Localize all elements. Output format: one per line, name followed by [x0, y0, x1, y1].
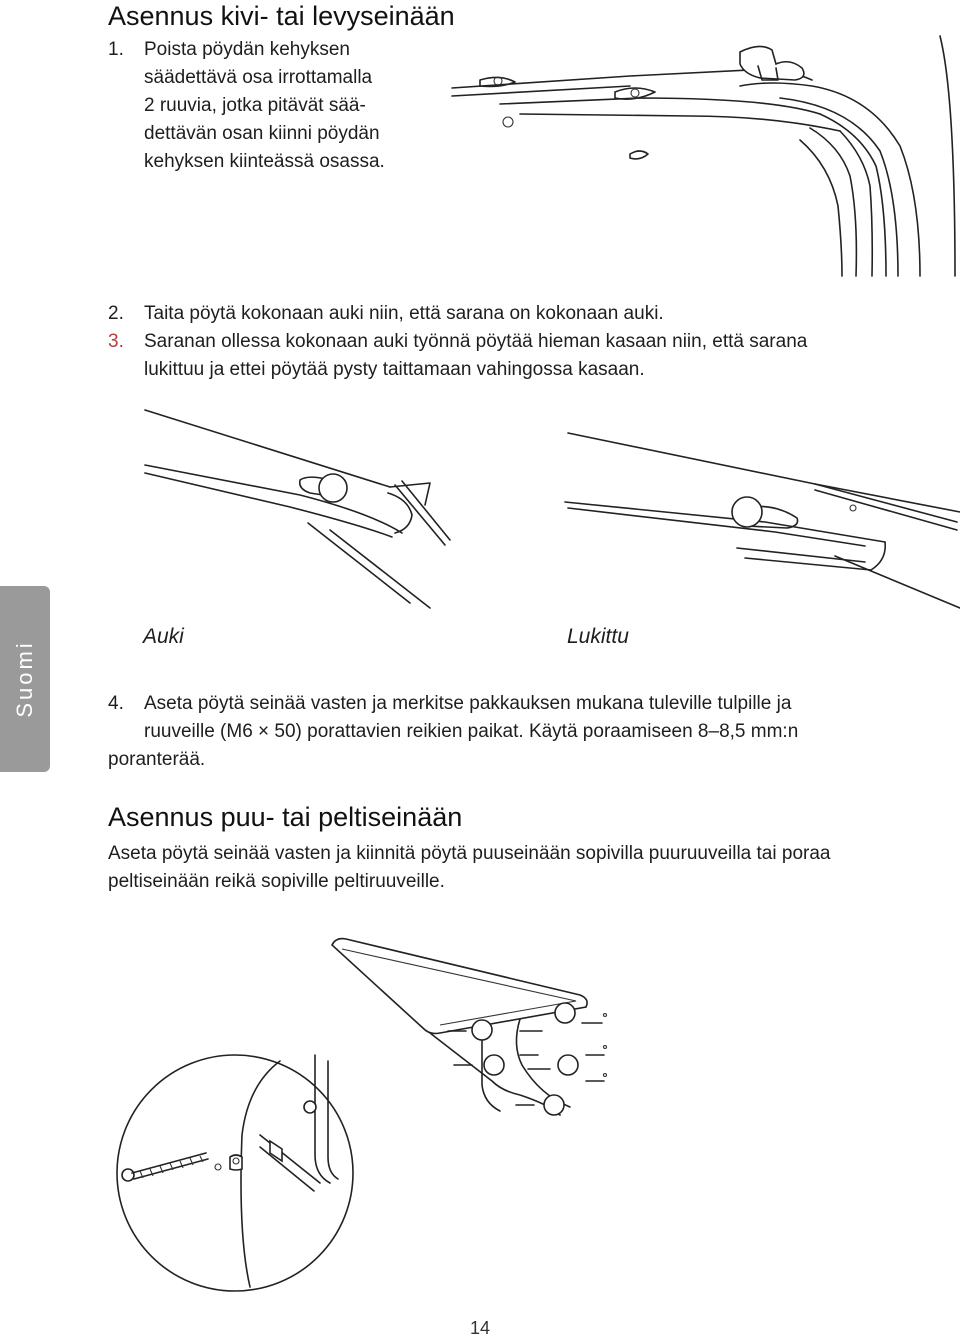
- step-1-line: säädettävä osa irrottamalla: [144, 67, 373, 88]
- wood-wall-line: peltiseinään reikä sopiville peltiruuveille.: [108, 871, 445, 892]
- step-1-line: kehyksen kiinteässä osassa.: [144, 151, 385, 172]
- hinge-open-illustration: [140, 405, 440, 615]
- step-1-line: dettävän osan kiinni pöydän: [144, 123, 380, 144]
- hinge-locked-illustration: [565, 430, 960, 620]
- page-number: 14: [469, 1318, 491, 1338]
- step-4-line: ruuveille (M6 × 50) porattavien reikien paikat. Käytä poraamiseen 8–8,5 mm:n: [144, 721, 799, 742]
- step-3-line: Saranan ollessa kokonaan auki työnnä pöytää hieman kasaan niin, että sarana: [144, 331, 808, 352]
- step-4-line: poranterää.: [108, 749, 206, 770]
- step-1-line: Poista pöydän kehyksen: [144, 39, 350, 60]
- caption-locked: Lukittu: [567, 625, 629, 648]
- section-title-wood-wall: Asennus puu- tai peltiseinään: [108, 802, 463, 832]
- step-4-number: 4.: [108, 693, 124, 714]
- frame-adjustable-part-illustration: [440, 36, 960, 281]
- language-side-tab: [0, 586, 50, 772]
- step-1-number: 1.: [108, 39, 124, 60]
- wall-mounting-illustration: [110, 935, 630, 1295]
- wood-wall-line: Aseta pöytä seinää vasten ja kiinnitä pöytä puuseinään sopivilla puuruuveilla tai poraa: [108, 843, 831, 864]
- section-title-stone-wall: Asennus kivi- tai levyseinään: [108, 1, 455, 31]
- step-2-text: Taita pöytä kokonaan auki niin, että sarana on kokonaan auki.: [144, 303, 664, 324]
- step-4-line: Aseta pöytä seinää vasten ja merkitse pakkauksen mukana tuleville tulpille ja: [144, 693, 792, 714]
- language-side-tab-label: Suomi: [12, 640, 37, 718]
- caption-open: Auki: [143, 625, 184, 648]
- step-1-line: 2 ruuvia, jotka pitävät sää-: [144, 95, 366, 116]
- step-2-number: 2.: [108, 303, 124, 324]
- step-3-line: lukittuu ja ettei pöytää pysty taittamaan vahingossa kasaan.: [144, 359, 645, 380]
- wood-wall-instructions: [108, 840, 948, 896]
- step-3-number: 3.: [108, 331, 124, 352]
